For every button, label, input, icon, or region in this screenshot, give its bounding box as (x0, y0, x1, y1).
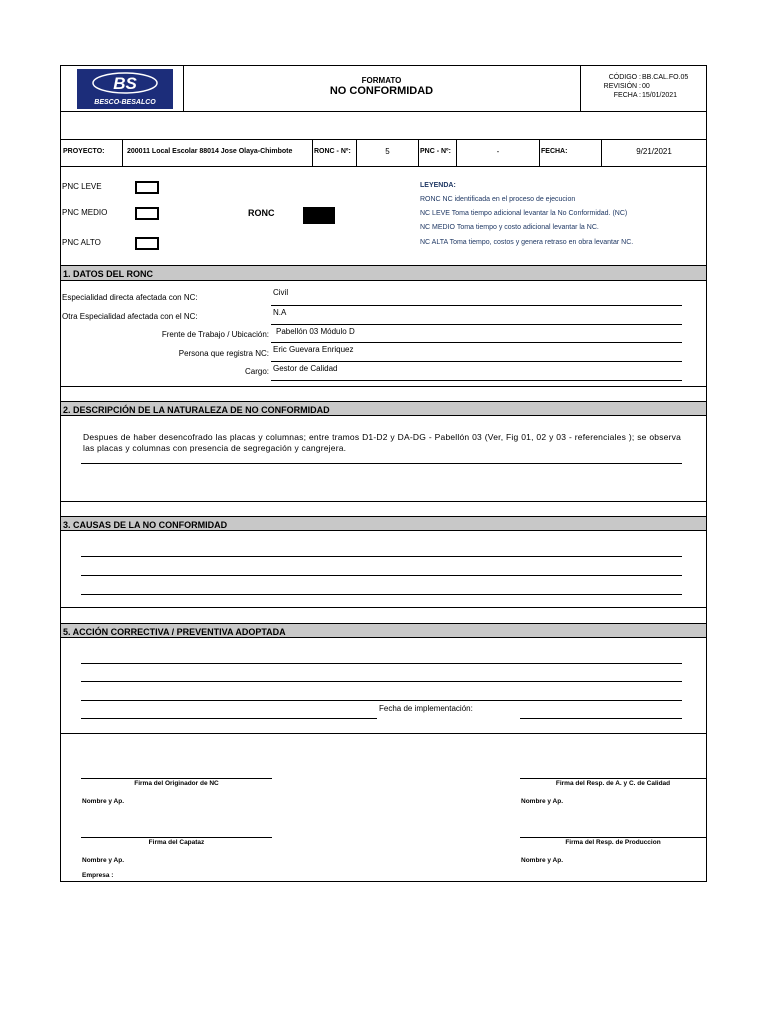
nombre-label: Nombre y Ap. (521, 798, 564, 805)
revision-value: 00 (642, 83, 650, 90)
pnc-leve-checkbox[interactable] (135, 181, 159, 194)
nc-description[interactable]: Despues de haber desencofrado las placas y columnas; entre tramos D1-D2 y DA-DG - Pabellón 03 (Ver, Fig 01, 02 y 03 - referenciales ); se observa las placas y columnas con presencia de segregación y cangrejera. (83, 432, 681, 453)
section-2-header: 2. DESCRIPCIÓN DE LA NATURALEZA DE NO CONFORMIDAD (61, 401, 706, 416)
page-title: NO CONFORMIDAD (329, 85, 434, 97)
ronc-number-label: RONC - Nº: (314, 148, 351, 155)
pnc-leve-label: PNC LEVE (62, 182, 102, 191)
pnc-medio-label: PNC MEDIO (62, 208, 108, 217)
section-5-header: 5. ACCIÓN CORRECTIVA / PREVENTIVA ADOPTADA (61, 623, 706, 638)
legend-item: NC ALTA Toma tiempo, costos y genera retraso en obra levantar NC. (420, 239, 634, 246)
frente-value[interactable]: Pabellón 03 Módulo D (276, 327, 355, 336)
section-3-header: 3. CAUSAS DE LA NO CONFORMIDAD (61, 516, 706, 531)
nombre-label: Nombre y Ap. (82, 798, 125, 805)
fecha-implementacion-label: Fecha de implementación: (379, 704, 473, 713)
revision-label: REVISIÓN : (603, 83, 641, 90)
legend-item: NC LEVE Toma tiempo adicional levantar la No Conformidad. (NC) (420, 210, 628, 217)
firma-originador-label: Firma del Originador de NC (134, 780, 219, 787)
firma-produccion-label: Firma del Resp. de Produccion (565, 839, 661, 846)
persona-value[interactable]: Eric Guevara Enriquez (273, 345, 354, 354)
section-1-header: 1. DATOS DEL RONC (61, 265, 706, 281)
codigo-value: BB.CAL.FO.05 (642, 74, 689, 81)
pnc-number-value: - (496, 147, 500, 156)
ronc-checkbox-checked[interactable] (303, 207, 335, 224)
pnc-number-label: PNC - Nº: (420, 148, 451, 155)
ronc-label: RONC (248, 208, 275, 218)
otra-especialidad-label: Otra Especialidad afectada con el NC: (62, 312, 198, 321)
format-label: FORMATO (361, 76, 402, 85)
especialidad-value[interactable]: Civil (273, 288, 289, 297)
otra-especialidad-value[interactable]: N.A (273, 308, 287, 317)
nombre-label: Nombre y Ap. (521, 857, 564, 864)
cargo-value[interactable]: Gestor de Calidad (273, 364, 338, 373)
company-logo (77, 69, 173, 109)
fecha-doc-label: FECHA : (613, 92, 641, 99)
frente-label: Frente de Trabajo / Ubicación: (161, 330, 269, 339)
nc-form (60, 65, 707, 882)
cargo-label: Cargo: (244, 367, 269, 376)
fecha-doc-value: 15/01/2021 (642, 92, 678, 99)
legend-item: RONC NC identificada en el proceso de ejecucion (420, 196, 576, 203)
proyecto-label: PROYECTO: (63, 148, 105, 155)
fecha-label: FECHA: (541, 148, 568, 155)
pnc-alto-checkbox[interactable] (135, 237, 159, 250)
firma-calidad-label: Firma del Resp. de A. y C. de Calidad (555, 780, 671, 787)
pnc-alto-label: PNC ALTO (62, 238, 101, 247)
codigo-label: CÓDIGO : (608, 74, 641, 81)
pnc-medio-checkbox[interactable] (135, 207, 159, 220)
nombre-label: Nombre y Ap. (82, 857, 125, 864)
svg-text:BS: BS (113, 74, 137, 93)
especialidad-label: Especialidad directa afectada con NC: (62, 293, 198, 302)
legend-title: LEYENDA: (420, 182, 456, 189)
firma-capataz-label: Firma del Capataz (148, 839, 205, 846)
proyecto-value: 200011 Local Escolar 88014 Jose Olaya-Chimbote (127, 148, 293, 155)
ronc-number-value: 5 (385, 147, 390, 156)
persona-label: Persona que registra NC: (178, 349, 269, 358)
empresa-label: Empresa : (82, 872, 114, 879)
legend-item: NC MEDIO Toma tiempo y costo adicional levantar la NC. (420, 224, 599, 231)
fecha-value: 9/21/2021 (636, 147, 672, 156)
logo-text: BESCO-BESALCO (94, 99, 156, 106)
